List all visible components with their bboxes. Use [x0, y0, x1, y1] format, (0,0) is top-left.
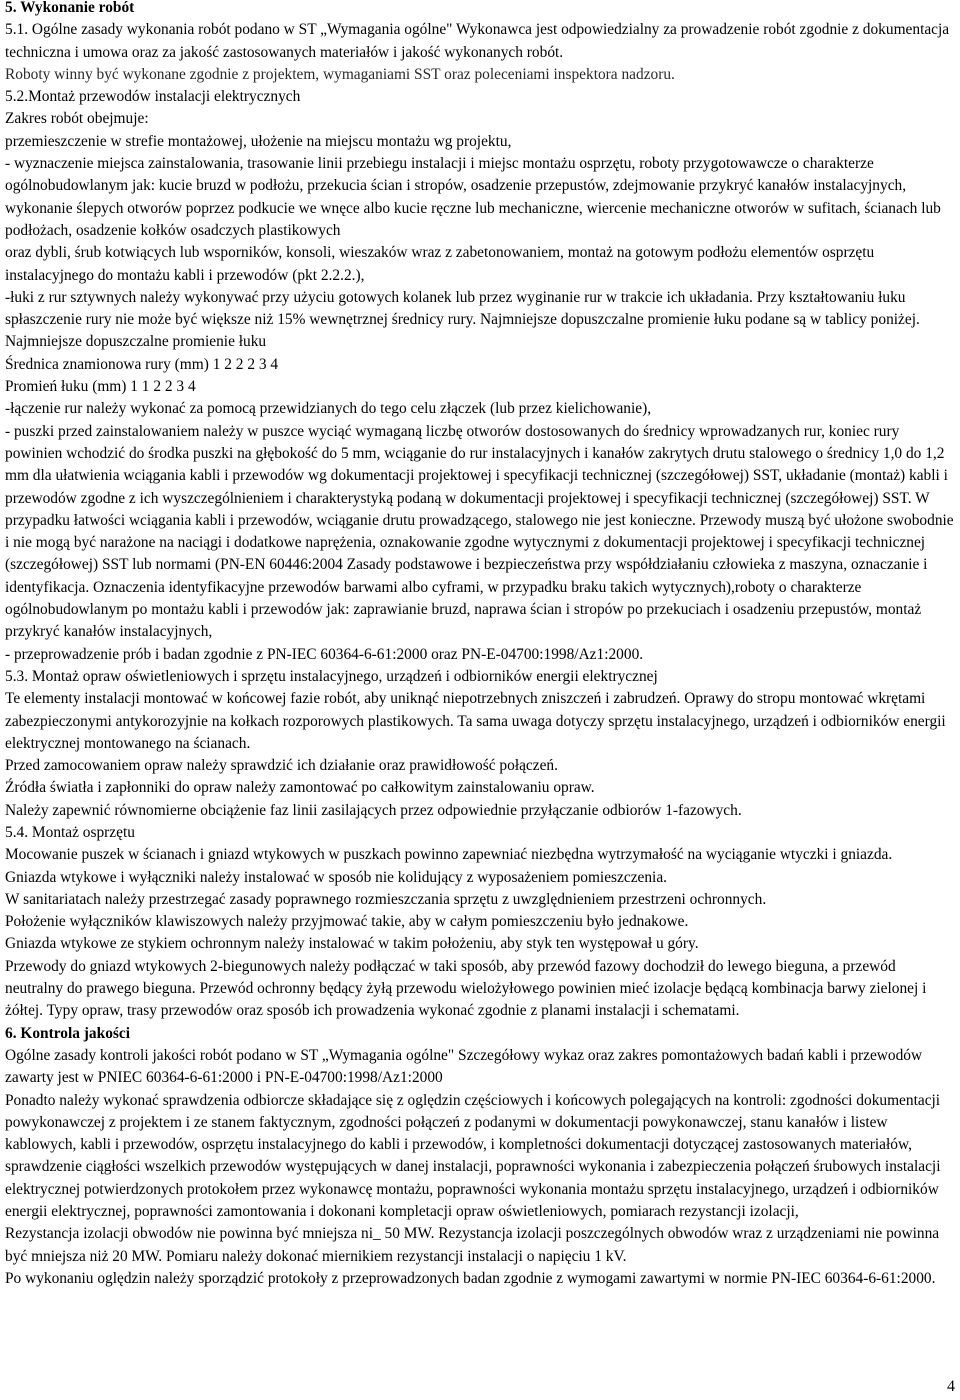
- para-najmniejsze: Najmniejsze dopuszczalne promienie łuku: [5, 333, 267, 351]
- para-mocowanie: Mocowanie puszek w ścianach i gniazd wtykowych w puszkach powinno zapewniać niezbędna wytrzymałość na wyciąganie wtyczki i gniazda.: [5, 846, 893, 864]
- para-dybli: oraz dybli, śrub kotwiących lub wsporników, konsoli, wieszaków wraz z zabetonowaniem, montaż na gotowym podłożu elementów osprzętu instalacyjnego do montażu kabli i przewodów (pkt 2.2.2.),: [5, 244, 875, 284]
- para-rezystancja: Rezystancja izolacji obwodów nie powinna być mniejsza ni_ 50 MW. Rezystancja izolacji poszczególnych obwodów wraz z urządzeniami nie powinna być mniejsza niż 20 MW. Pomiaru należy dokonać miernikiem rezystancji instalacji o napięciu 1 kV.: [5, 1225, 940, 1265]
- para-puszki: - puszki przed zainstalowaniem należy w puszce wyciąć wymaganą liczbę otworów dostosowanych do średnicy wprowadzanych rur, koniec rury powinien wchodzić do środka puszki na głębokość do 5 mm, wciąganie do rur instalacyjnych i kanałów zakrytych drutu stalowego o średnicy 1,0 do 1,2 mm dla ułatwienia wciągania kabli i przewodów wg dokumentacji projektowej i specyfikacji technicznej (szczegółowej) SST, układanie (montaż) kabli i przewodów zgodne z ich wyszczególnieniem i charakterystyką podaną w dokumentacji projektowej i specyfikacji technicznej (szczegółowej) SST. W przypadku łatwości wciągania kabli i przewodów, wciąganie drutu prowadzącego, stalowego nie jest konieczne. Przewody muszą być ułożone swobodnie i nie mogą być narażone na naciągi i dodatkowe naprężenia, oznakowanie zgodne wytycznymi z dokumentacji projektowej i specyfikacji technicznej (szczegółowej) SST lub normami (PN-EN 60446:2004 Zasady podstawowe i bezpieczeństwa przy współdziałaniu człowieka z maszyna, oznaczanie i identyfikacja. Oznaczenia identyfikacyjne przewodów barwami albo cyframi, w przypadku braku takich wytycznych),roboty o charakterze ogólnobudowlanym po montażu kabli i przewodów jak: zaprawianie bruzd, naprawa ścian i stropów po przekuciach i osadzeniu przepustów, montaż przykryć kanałów instalacyjnych,: [5, 422, 954, 641]
- para-wyznaczenie: - wyznaczenie miejsca zainstalowania, trasowanie linii przebiegu instalacji i miejsc montażu osprzętu, roboty przygotowawcze o charakterze ogólnobudowlanym jak: kucie bruzd w podłożu, przekucia ścian i stropów, osadzenie przepustów, zdejmowanie przykryć kanałów instalacyjnych, wykonanie ślepych otworów poprzez podkucie we wnęce albo kucie ręczne lub mechaniczne, wiercenie mechaniczne otworów w sufitach, ścianach lub podłożach, osadzenie kołków osadczych plastikowych: [5, 155, 941, 239]
- para-laczenie: -łączenie rur należy wykonać za pomocą przewidzianych do tego celu złączek (lub przez kielichowanie),: [5, 400, 652, 418]
- para-zamocowaniem: Przed zamocowaniem opraw należy sprawdzić ich działanie oraz prawidłowość połączeń.: [5, 757, 558, 775]
- para-obciazenie: Należy zapewnić równomierne obciążenie faz linii zasilających przez odpowiednie przyłączanie odbiorów 1-fazowych.: [5, 801, 742, 819]
- para-sanitariatach: W sanitariatach należy przestrzegać zasady poprawnego rozmieszczania sprzętu z uwzględnieniem przestrzeni ochronnych.: [5, 890, 767, 908]
- para-gniazda: Gniazda wtykowe i wyłączniki należy instalować w sposób nie kolidujący z wyposażeniem pomieszczenia.: [5, 868, 668, 886]
- para-zakres: Zakres robót obejmuje:: [5, 110, 149, 128]
- heading-5-3: 5.3. Montaż opraw oświetleniowych i sprzętu instalacyjnego, urządzeń i odbiorników energii elektrycznej: [5, 667, 658, 685]
- para-6-ogolne: Ogólne zasady kontroli jakości robót podano w ST „Wymagania ogólne" Szczegółowy wykaz oraz zakres pomontażowych badań kabli i przewodów zawarty jest w PNIEC 60364-6-61:2000 i PN-E-04700:1998/Az1:2000: [5, 1046, 923, 1087]
- para-promien: Promień łuku (mm) 1 1 2 2 3 4: [5, 378, 196, 396]
- para-ponadto: Ponadto należy wykonać sprawdzenia odbiorcze składające się z oględzin częściowych i końcowych polegających na kontroli: zgodności dokumentacji powykonawczej z projektem i ze stanem faktycznym, zgodności połączeń z podanymi w dokumentacji powykonawczej, stanu kanałów i listew kablowych, kabli i przewodów, osprzętu instalacyjnego do kabli i przewodów, i kompletności dokumentacji dotyczącej zastosowanych materiałów, sprawdzenie ciągłości wszelkich przewodów występujących w danej instalacji, poprawności wykonania i zabezpieczenia połączeń śrubowych instalacji elektrycznej potwierdzonych protokołem przez wykonawcę montażu, poprawności wykonania montażu sprzętu instalacyjnego, urządzeń i odbiorników energii elektrycznej, poprawności zamontowania i dokonani kompletacji opraw oświetleniowych, pomiarach rezystancji izolacji,: [5, 1091, 941, 1221]
- para-luki: -łuki z rur sztywnych należy wykonywać przy użyciu gotowych kolanek lub przez wyginanie rur w trakcie ich układania. Przy kształtowaniu łuku spłaszczenie rury nie może być większe niż 15% wewnętrznej średnicy rury. Najmniejsze dopuszczalne promienie łuku podane są w tablicy poniżej.: [5, 288, 920, 329]
- heading-5-4: 5.4. Montaż osprzętu: [5, 823, 135, 841]
- para-stykiem: Gniazda wtykowe ze stykiem ochronnym należy instalować w takim położeniu, aby styk ten występował u góry.: [5, 935, 699, 953]
- para-przemieszczenie: przemieszczenie w strefie montażowej, ułożenie na miejscu montażu wg projektu,: [5, 132, 512, 150]
- para-5-1: 5.1. Ogólne zasady wykonania robót podano w ST „Wymagania ogólne" Wykonawca jest odpowiedzialny za prowadzenie robót zgodnie z dokumentacja techniczna i umowa oraz za jakość zastosowanych materiałów i jakość wykonanych robót.: [5, 21, 950, 61]
- para-polozenie: Położenie wyłączników klawiszowych należy przyjmować takie, aby w całym pomieszczeniu było jednakowe.: [5, 913, 689, 931]
- page-number: 4: [947, 1378, 955, 1395]
- para-zrodla: Źródła światła i zapłonniki do opraw należy zamontować po całkowitym zainstalowaniu opraw.: [5, 779, 595, 797]
- para-srednica: Średnica znamionowa rury (mm) 1 2 2 2 3 4: [5, 355, 279, 373]
- heading-5: 5. Wykonanie robót: [5, 0, 135, 16]
- heading-6: 6. Kontrola jakości: [5, 1024, 130, 1042]
- para-roboty: Roboty winny być wykonane zgodnie z projektem, wymaganiami SST oraz poleceniami inspektora nadzoru.: [5, 65, 675, 83]
- heading-5-2: 5.2.Montaż przewodów instalacji elektrycznych: [5, 88, 301, 106]
- para-ogledzin: Po wykonaniu oględzin należy sporządzić protokoły z przeprowadzonych badan zgodnie z wymogami zawartymi w normie PN-IEC 60364-6-61:2000.: [5, 1269, 936, 1287]
- para-przeprowadzenie: - przeprowadzenie prób i badan zgodnie z PN-IEC 60364-6-61:2000 oraz PN-E-04700:1998/Az1:2000.: [5, 645, 644, 663]
- para-przewody: Przewody do gniazd wtykowych 2-biegunowych należy podłączać w taki sposób, aby przewód fazowy dochodził do lewego bieguna, a przewód neutralny do prawego bieguna. Przewód ochronny będący żyłą przewodu wielożyłowego powinien mieć izolacje będącą kombinacja barwy zielonej i żółtej. Typy opraw, trasy przewodów oraz sposób ich prowadzenia wykonać zgodnie z planami instalacji i schematami.: [5, 957, 927, 1020]
- para-elementy: Te elementy instalacji montować w końcowej fazie robót, aby uniknąć niepotrzebnych zniszczeń i zabrudzeń. Oprawy do stropu montować wkrętami zabezpieczonymi antykorozyjnie na kołkach rozporowych plastikowych. Ta sama uwaga dotyczy sprzętu instalacyjnego, urządzeń i odbiorników energii elektrycznej montowanego na ścianach.: [5, 690, 946, 752]
- document-page: [5, 0, 955, 1290]
